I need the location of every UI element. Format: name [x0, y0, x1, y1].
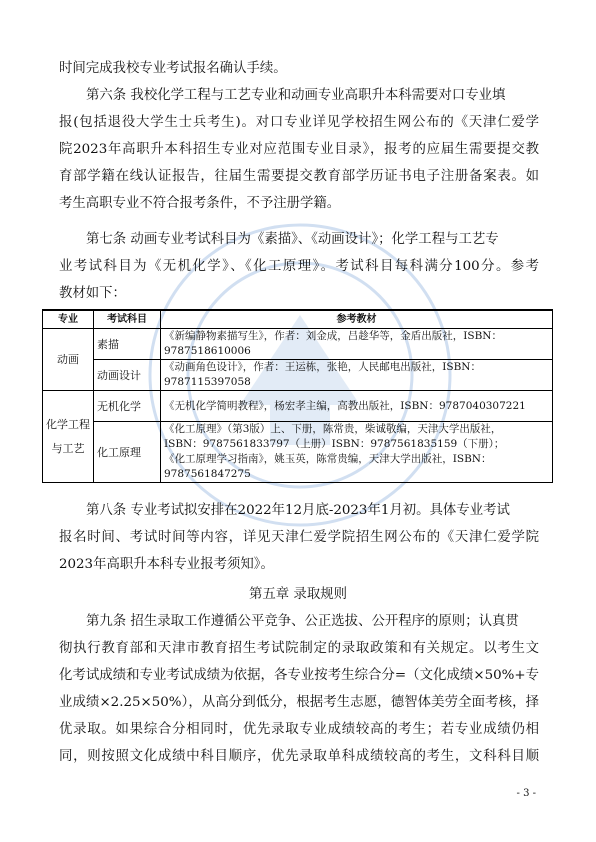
textbook-inorganic-chemistry: 《无机化学简明教程》，杨宏孝主编，高教出版社，ISBN：9787040307221 — [161, 391, 553, 422]
subject-animation-design: 动画设计 — [94, 360, 161, 391]
header-subject: 考试科目 — [94, 310, 161, 329]
major-animation: 动画 — [43, 329, 94, 391]
article-9-line: 业成绩×2.25×50%），从高分到低分，根据考生志愿，德智体美劳全面考核，择 — [59, 695, 539, 710]
article-9-line: 化考试成绩和专业考试成绩为依据，各专业按考生综合分=（文化成绩×50%+专 — [59, 668, 539, 683]
textbook-line: 9787518610006 — [164, 345, 251, 357]
header-major: 专业 — [43, 310, 94, 329]
subject-inorganic-chemistry: 无机化学 — [94, 391, 161, 422]
textbook-animation-design — [161, 360, 553, 391]
textbook-line: 9787561847275 — [164, 468, 251, 480]
article-7-line: 教材如下： — [59, 286, 126, 301]
article-7-line: 业考试科目为《无机化学》、《化工原理》。考试科目每科满分100分。参考 — [59, 259, 539, 274]
page-number: - 3 - — [516, 788, 536, 799]
article-8-line: 2023年高职升本科专业报考须知》。 — [59, 557, 274, 572]
major-chemical-engineering: 化学工程与工艺 — [43, 391, 94, 483]
article-6-line: 报(包括退役大学生士兵考生)。对口专业详见学校招生网公布的《天津仁爱学 — [59, 115, 539, 130]
article-9-line: 彻执行教育部和天津市教育招生考试院制定的录取政策和有关规定。以考生文 — [59, 641, 539, 656]
textbook-line: ISBN：9787561833797（上册）ISBN：9787561835159（下册）； — [164, 438, 505, 450]
table-row — [43, 422, 553, 483]
table-header-row — [43, 310, 553, 329]
textbook-chemical-principles — [161, 422, 553, 483]
article-9-line: 第九条 招生录取工作遵循公平竞争、公正选拔、公开程序的原则；认真贯 — [86, 614, 519, 629]
subject-sketch: 素描 — [94, 329, 161, 360]
text-line: 时间完成我校专业考试报名确认手续。 — [59, 61, 287, 76]
article-6-line: 第六条 我校化学工程与工艺专业和动画专业高职升本科需要对口专业填 — [86, 88, 506, 103]
textbook-line: 《动画角色设计》，作者：王运栋，张艳，人民邮电出版社，ISBN： — [164, 361, 481, 373]
textbook-line: 《化工原理学习指南》，姚玉英，陈常贵编，天津大学出版社，ISBN： — [164, 453, 492, 465]
article-6-line: 院2023年高职升本科招生专业对应范围专业目录》，报考的应届生需要提交教 — [59, 142, 539, 157]
article-6-line: 考生高职专业不符合报考条件，不予注册学籍。 — [59, 196, 341, 211]
article-6-line: 育部学籍在线认证报告，往届生需要提交教育部学历证书电子注册备案表。如 — [59, 169, 539, 184]
article-8-line: 第八条 专业考试拟安排在2022年12月底-2023年1月初。具体专业考试 — [86, 503, 510, 518]
textbook-line: 9787115397058 — [164, 376, 251, 388]
article-9-line: 优录取。如果综合分相同时，优先录取专业成绩较高的考生；若专业成绩仍相 — [59, 722, 539, 737]
article-7-line: 第七条 动画专业考试科目为《素描》、《动画设计》；化学工程与工艺专 — [86, 232, 499, 247]
textbook-line: 《新编静物素描写生》，作者：刘金成，吕趁华等，金盾出版社，ISBN： — [164, 330, 502, 342]
article-9-line: 同，则按照文化成绩中科目顺序，优先录取单科成绩较高的考生，文科科目顺 — [59, 749, 539, 764]
subject-chemical-principles: 化工原理 — [94, 422, 161, 483]
header-textbook: 参考教材 — [161, 310, 553, 329]
chapter-heading: 第五章 录取规则 — [249, 587, 347, 602]
textbook-sketch — [161, 329, 553, 360]
textbook-line: 《化工原理》（第3版）上、下册，陈常贵，柴诚敬编，天津大学出版社， — [164, 423, 502, 435]
table-row — [43, 360, 553, 391]
article-8-line: 报名时间、考试时间等内容，详见天津仁爱学院招生网公布的《天津仁爱学院 — [59, 530, 539, 545]
table-row — [43, 329, 553, 360]
table-row — [43, 391, 553, 422]
reference-textbook-table — [42, 309, 553, 483]
